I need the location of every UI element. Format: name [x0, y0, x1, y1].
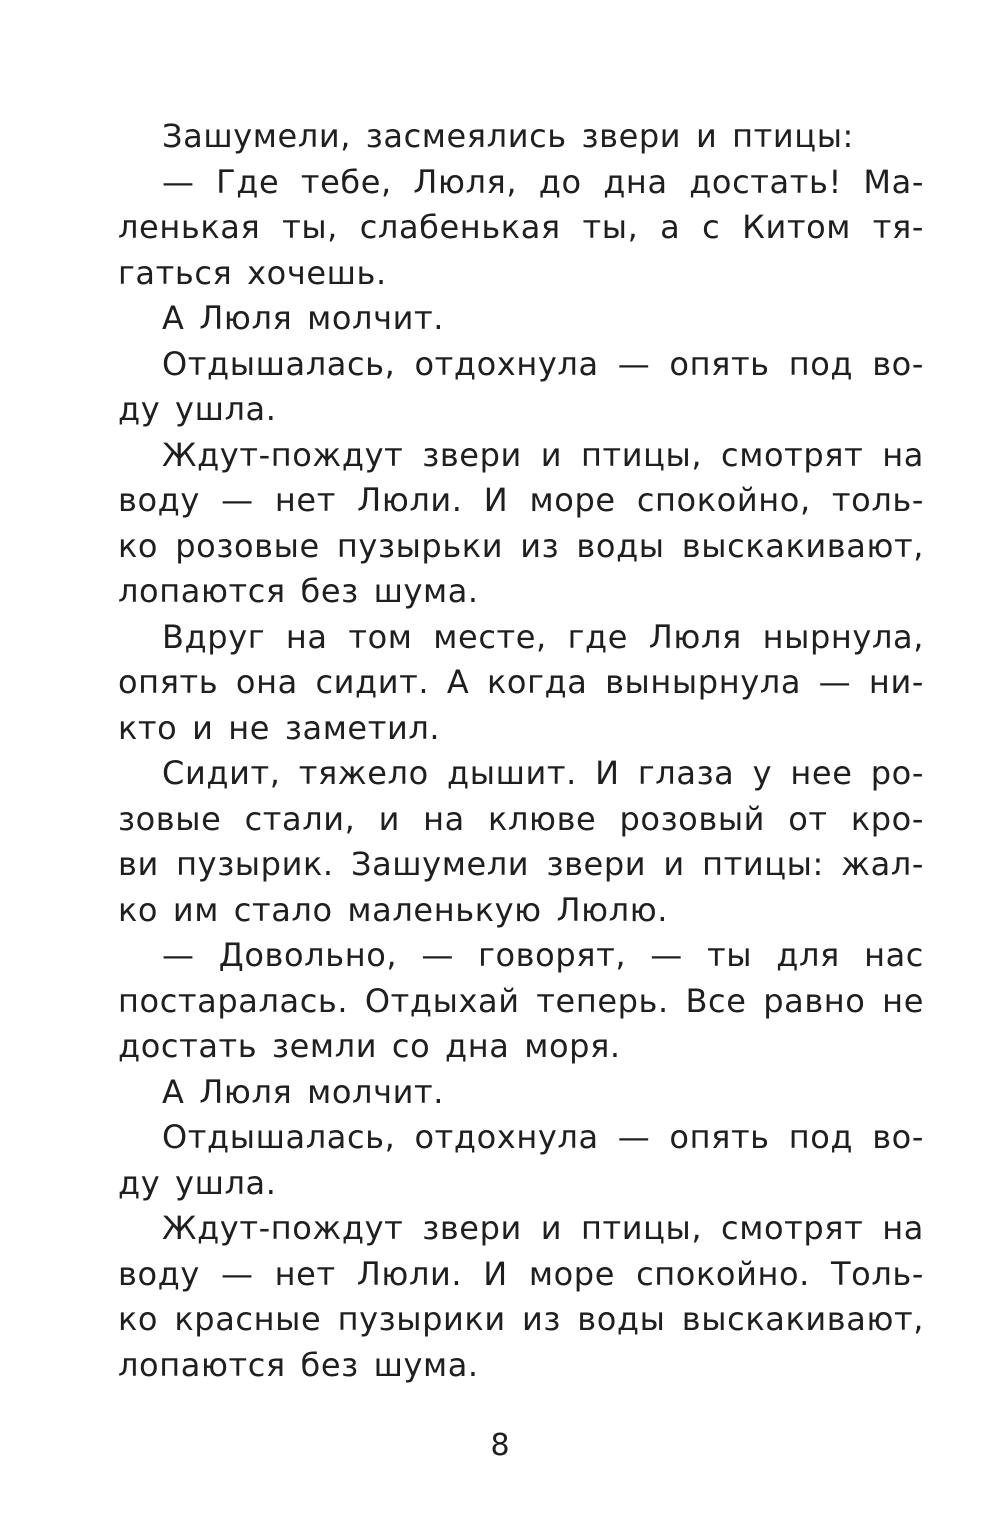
text-line: ко им стало маленькую Люлю.: [118, 890, 669, 929]
text-line: ду ушла.: [118, 1163, 277, 1202]
text-line: Отдышалась, отдохнула — опять под во-: [162, 1118, 924, 1156]
paragraph: [118, 114, 924, 160]
text-line: Сидит, тяжело дышит. И глаза у нее ро-: [162, 754, 924, 792]
page-number: 8: [490, 1428, 510, 1463]
text-line: лопаются без шума.: [118, 1345, 479, 1384]
text-line: Зашумели, засмеялись звери и птицы:: [162, 117, 854, 155]
text-line: ко красные пузырики из воды выскакивают,: [118, 1300, 924, 1338]
text-line: постаралась. Отдыхай теперь. Все равно не: [118, 981, 924, 1020]
text-line: зовые стали, и на клюве розовый от кро-: [118, 799, 924, 838]
text-line: ленькая ты, слабенькая ты, а с Китом тя-: [118, 208, 924, 246]
text-line: достать земли со дна моря.: [118, 1027, 621, 1065]
text-line: опять она сидит. А когда вынырнула — ни-: [118, 663, 924, 701]
text-line: Ждут-пождут звери и птицы, смотрят на: [162, 1209, 924, 1247]
text-line: воду — нет Люли. И море спокойно, толь-: [118, 481, 924, 519]
paragraph: [118, 1206, 924, 1388]
paragraph: [118, 160, 924, 297]
paragraph: [118, 1070, 924, 1116]
text-line: — Где тебе, Люля, до дна достать! Ма-: [162, 162, 924, 201]
text-line: Вдруг на том месте, где Люля нырнула,: [162, 617, 924, 656]
text-line: А Люля молчит.: [162, 1072, 445, 1111]
text-line: ви пузырик. Зашумели звери и птицы: жал-: [118, 845, 924, 883]
paragraph: [118, 433, 924, 615]
text-line: Отдышалась, отдохнула — опять под во-: [162, 344, 924, 383]
paragraph: [118, 342, 924, 433]
paragraph: [118, 296, 924, 342]
text-line: гаться хочешь.: [118, 253, 387, 292]
text-line: А Люля молчит.: [162, 299, 445, 337]
body-text: [118, 114, 924, 1388]
text-line: — Довольно, — говорят, — ты для нас: [162, 936, 924, 974]
text-line: ду ушла.: [118, 390, 277, 428]
paragraph: [118, 933, 924, 1070]
text-line: Ждут-пождут звери и птицы, смотрят на: [162, 435, 924, 474]
paragraph: [118, 751, 924, 933]
text-line: воду — нет Люли. И море спокойно. Толь-: [118, 1254, 924, 1293]
text-line: лопаются без шума.: [118, 572, 479, 610]
text-line: кто и не заметил.: [118, 708, 441, 747]
paragraph: [118, 1115, 924, 1206]
paragraph: [118, 615, 924, 752]
text-line: ко розовые пузырьки из воды выскакивают,: [118, 526, 924, 565]
